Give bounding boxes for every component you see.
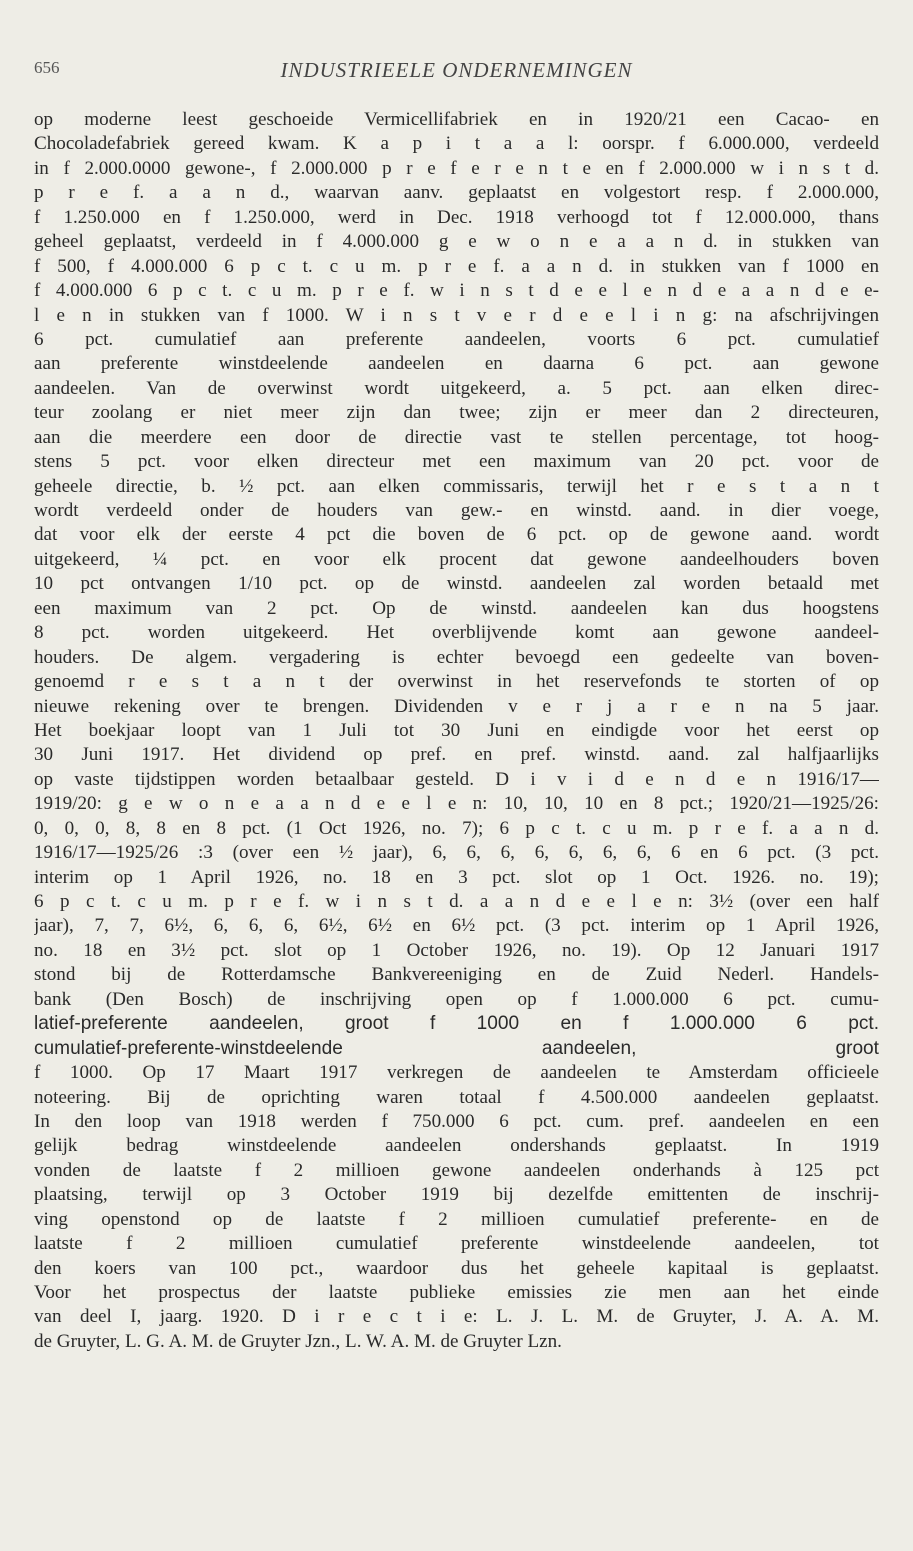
text-line: teur zoolang er niet meer zijn dan twee; zijn er meer dan 2 directeuren, bbox=[34, 402, 879, 424]
text-line: geheel geplaatst, verdeeld in f 4.000.000 g e w o n e a a n d. in stukken van bbox=[34, 231, 879, 253]
text-line: noteering. Bij de oprichting waren totaal f 4.500.000 aandeelen geplaatst. bbox=[34, 1086, 879, 1108]
body-text bbox=[34, 108, 879, 1354]
text-line: wordt verdeeld onder de houders van gew.- en winstd. aand. in dier voege, bbox=[34, 500, 879, 521]
page-header bbox=[34, 58, 879, 88]
text-line: latief-preferente aandeelen, groot f 1000 en f 1.000.000 6 pct. bbox=[34, 1013, 879, 1035]
text-line: Het boekjaar loopt van 1 Juli tot 30 Juni en eindigde voor het eerst op bbox=[34, 719, 879, 741]
text-line: ving openstond op de laatste f 2 millioen cumulatief preferente- en de bbox=[34, 1208, 879, 1230]
text-line: nieuwe rekening over te brengen. Dividenden v e r j a r e n na 5 jaar. bbox=[34, 695, 879, 717]
text-line: Voor het prospectus der laatste publieke emissies zie men aan het einde bbox=[34, 1282, 879, 1303]
text-line: 1919/20: g e w o n e a a n d e e l e n: 10, 10, 10 en 8 pct.; 1920/21—1925/26: bbox=[34, 793, 879, 815]
text-line: van deel I, jaarg. 1920. D i r e c t i e: L. J. L. M. de Gruyter, J. A. A. M. bbox=[34, 1306, 879, 1328]
text-line: f 1000. Op 17 Maart 1917 verkregen de aandeelen te Amsterdam officieele bbox=[34, 1062, 879, 1084]
text-line: f 1.250.000 en f 1.250.000, werd in Dec. 1918 verhoogd tot f 12.000.000, thans bbox=[34, 206, 879, 228]
text-line: f 4.000.000 6 p c t. c u m. p r e f. w i n s t d e e l e n d e a a n d e e- bbox=[34, 280, 879, 302]
text-line: uitgekeerd, ¼ pct. en voor elk procent dat gewone aandeelhouders boven bbox=[34, 548, 879, 570]
text-line: 30 Juni 1917. Het dividend op pref. en pref. winstd. aand. zal halfjaarlijks bbox=[34, 744, 879, 766]
text-line: aan preferente winstdeelende aandeelen en daarna 6 pct. aan gewone bbox=[34, 353, 879, 375]
text-line: l e n in stukken van f 1000. W i n s t v e r d e e l i n g: na afschrijvingen bbox=[34, 304, 879, 326]
text-line: de Gruyter, L. G. A. M. de Gruyter Jzn., L. W. A. M. de Gruyter Lzn. bbox=[34, 1330, 562, 1352]
text-line: 1916/17—1925/26 :3 (over een ½ jaar), 6, 6, 6, 6, 6, 6, 6, 6 en 6 pct. (3 pct. bbox=[34, 842, 879, 864]
text-line: geheele directie, b. ½ pct. aan elken commissaris, terwijl het r e s t a n t bbox=[34, 475, 879, 497]
text-line: dat voor elk der eerste 4 pct die boven de 6 pct. op de gewone aand. wordt bbox=[34, 524, 879, 546]
text-line: cumulatief-preferente-winstdeelende aandeelen, groot bbox=[34, 1037, 879, 1059]
text-line: 6 pct. cumulatief aan preferente aandeelen, voorts 6 pct. cumulatief bbox=[34, 328, 879, 350]
text-line: no. 18 en 3½ pct. slot op 1 October 1926, no. 19). Op 12 Januari 1917 bbox=[34, 939, 879, 961]
text-line: bank (Den Bosch) de inschrijving open op f 1.000.000 6 pct. cumu- bbox=[34, 988, 879, 1010]
text-line: Chocoladefabriek gereed kwam. K a p i t a a l: oorspr. f 6.000.000, verdeeld bbox=[34, 133, 879, 155]
text-line: 0, 0, 0, 8, 8 en 8 pct. (1 Oct 1926, no. 7); 6 p c t. c u m. p r e f. a a n d. bbox=[34, 817, 879, 839]
page-number: 656 bbox=[34, 58, 60, 77]
text-line: jaar), 7, 7, 6½, 6, 6, 6, 6½, 6½ en 6½ pct. (3 pct. interim op 1 April 1926, bbox=[34, 915, 879, 937]
text-line: den koers van 100 pct., waardoor dus het geheele kapitaal is geplaatst. bbox=[34, 1257, 879, 1279]
text-line: aan die meerdere een door de directie vast te stellen percentage, tot hoog- bbox=[34, 426, 879, 448]
text-line: vonden de laatste f 2 millioen gewone aandeelen onderhands à 125 pct bbox=[34, 1159, 879, 1181]
text-line: houders. De algem. vergadering is echter bevoegd een gedeelte van boven- bbox=[34, 646, 879, 668]
text-line: In den loop van 1918 werden f 750.000 6 pct. cum. pref. aandeelen en een bbox=[34, 1110, 879, 1132]
text-line: interim op 1 April 1926, no. 18 en 3 pct. slot op 1 Oct. 1926. no. 19); bbox=[34, 866, 879, 888]
text-line: p r e f. a a n d., waarvan aanv. geplaatst en volgestort resp. f 2.000.000, bbox=[34, 182, 879, 204]
text-line: stond bij de Rotterdamsche Bankvereeniging en de Zuid Nederl. Handels- bbox=[34, 964, 879, 986]
text-line: een maximum van 2 pct. Op de winstd. aandeelen kan dus hoogstens bbox=[34, 597, 879, 619]
text-line: stens 5 pct. voor elken directeur met een maximum van 20 pct. voor de bbox=[34, 451, 879, 473]
text-line: op vaste tijdstippen worden betaalbaar gesteld. D i v i d e n d e n 1916/17— bbox=[34, 768, 879, 790]
text-line: in f 2.000.0000 gewone-, f 2.000.000 p r e f e r e n t e en f 2.000.000 w i n s t d. bbox=[34, 157, 879, 179]
text-line: f 500, f 4.000.000 6 p c t. c u m. p r e f. a a n d. in stukken van f 1000 en bbox=[34, 255, 879, 277]
text-line: 6 p c t. c u m. p r e f. w i n s t d. a a n d e e l e n: 3½ (over een half bbox=[34, 891, 879, 912]
text-line: gelijk bedrag winstdeelende aandeelen ondershands geplaatst. In 1919 bbox=[34, 1135, 879, 1157]
text-line: genoemd r e s t a n t der overwinst in het reservefonds te storten of op bbox=[34, 671, 879, 693]
text-line: 8 pct. worden uitgekeerd. Het overblijvende komt aan gewone aandeel- bbox=[34, 622, 879, 644]
text-line: 10 pct ontvangen 1/10 pct. op de winstd. aandeelen zal worden betaald met bbox=[34, 573, 879, 595]
text-line: plaatsing, terwijl op 3 October 1919 bij dezelfde emittenten de inschrij- bbox=[34, 1184, 879, 1206]
text-line: laatste f 2 millioen cumulatief preferente winstdeelende aandeelen, tot bbox=[34, 1233, 879, 1255]
running-title: INDUSTRIEELE ONDERNEMINGEN bbox=[280, 58, 633, 82]
text-line: op moderne leest geschoeide Vermicellifabriek en in 1920/21 een Cacao- en bbox=[34, 109, 879, 130]
text-line: aandeelen. Van de overwinst wordt uitgekeerd, a. 5 pct. aan elken direc- bbox=[34, 377, 879, 399]
